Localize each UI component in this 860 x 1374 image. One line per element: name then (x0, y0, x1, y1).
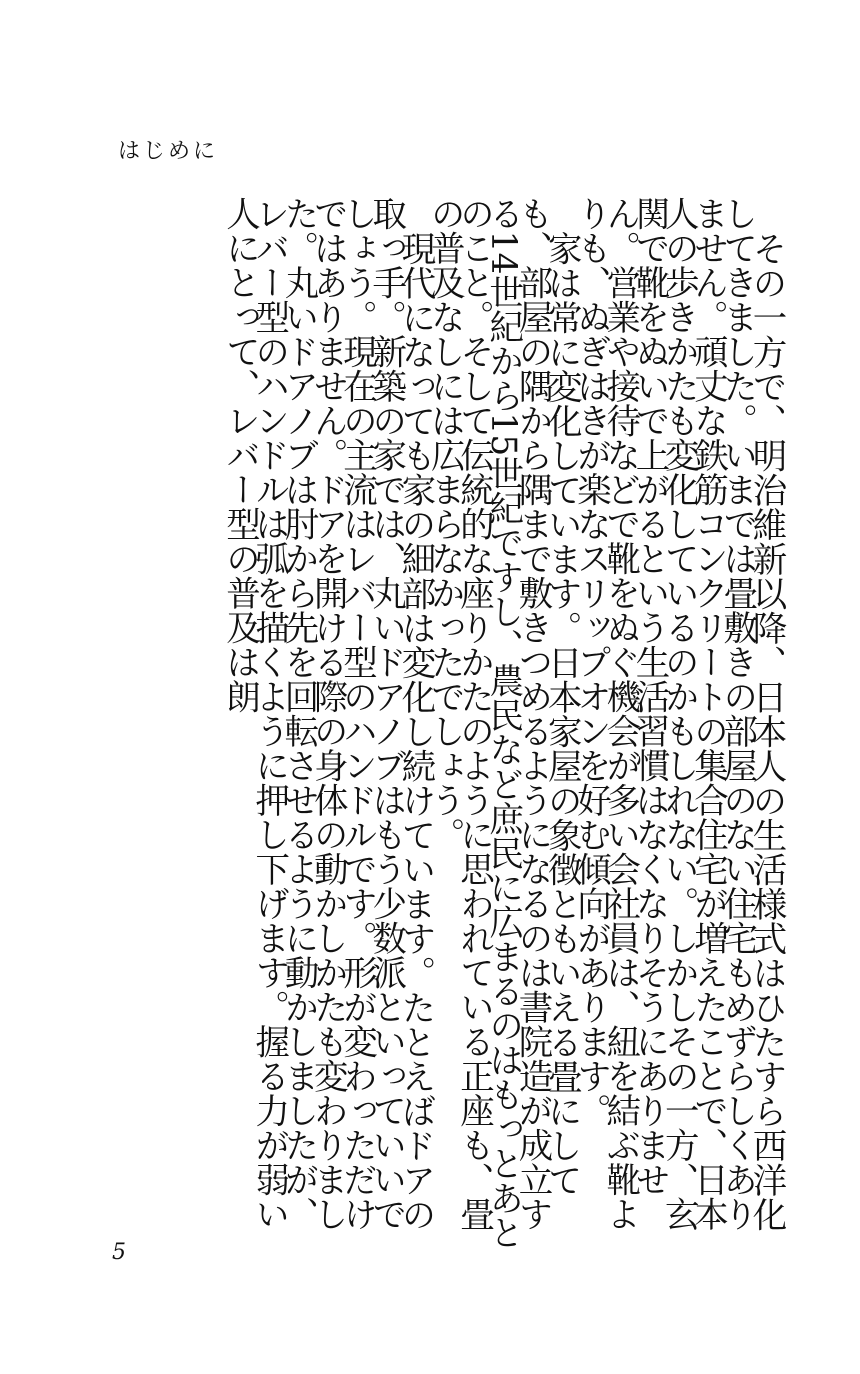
paragraph-1: その一方で、明治維新以降、日本人の生活様式はひたすら西洋化してきました。いまでは畳敷きの部屋のない住宅もめずらしくありません。頑丈な鉄筋コンクリートの集合住宅が増えたことで、日本人の歩きかたも変化しているのかもしれない。しかしその一方、玄関で靴をぬいで上がるという生活習慣はなくなりそうにありません。営業や接待などで靴をぬぐ機会が多い会社員は、紐を結ぶ靴よりも、ぬぎはきが楽なスリップオンを好む傾向があります。 (570, 196, 786, 1231)
chapter-header: はじめに (118, 139, 219, 164)
page-number: 5 (112, 1240, 126, 1265)
body-text (78, 196, 786, 1260)
paragraph-3: 現代になっても家の細部は変化し続けています。たとえばドアの取っ手。新築の家では、丸いドアノブはもう少数派といっていいでしょう。現在の主流はレバー型のハンドルです。形が変わっただけではありません。ドアを開ける際の身体の動かしかたも変わりました。丸いドアノブは肘から先を回転させるように動かしましたが、レバー型のハンドルは弧を描くように押し下げます。握る力が弱い人にとって、レバー型の普及は朗 (219, 196, 435, 1231)
paragraph-2: 家は常に変化しています。日本家屋の象徴ともいえる畳にしても、部屋の隅から隅まで敷きつめるようになるのは書院造が成立する14世紀から15世紀ですし、農民など庶民に広まるのはもっとあとのこと。そして伝統的な座りかたのように思われている正座も、畳の普及なしには広まらなかったでしょう。 (424, 196, 582, 1250)
